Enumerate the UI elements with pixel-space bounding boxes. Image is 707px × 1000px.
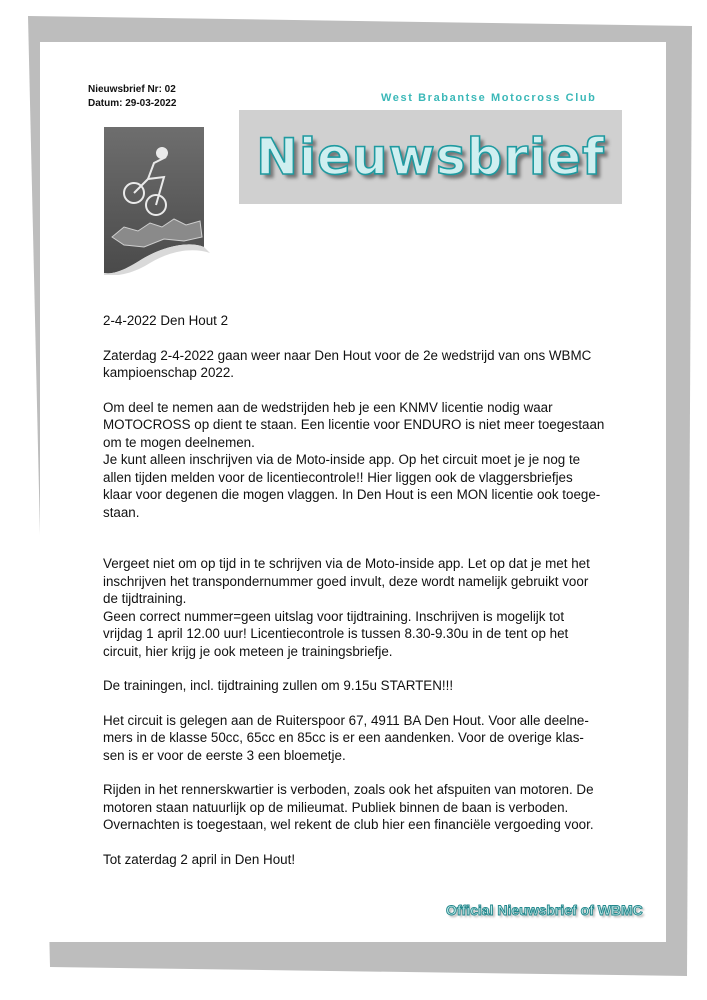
body-line: Zaterdag 2-4-2022 gaan weer naar Den Hout voor de 2e wedstrijd van ons WBMC (103, 347, 592, 363)
body-line: allen tijden melden voor de licentiecontrole!! Hier liggen ook de vlaggersbriefjes (103, 469, 573, 485)
body-line: Vergeet niet om op tijd in te schrijven via de Moto-inside app. Let op dat je met het (103, 556, 590, 571)
body-line: staan. (103, 504, 140, 520)
photo-frame (104, 127, 204, 273)
body-line: MOTOCROSS op dient te staan. Een licentie voor ENDURO is niet meer toegestaan (103, 417, 605, 432)
newsletter-number: Nieuwsbrief Nr: 02 (88, 84, 176, 95)
page-title: Nieuwsbrief (256, 128, 605, 186)
newsletter-date: Datum: 29-03-2022 (88, 98, 177, 109)
body-line: sen is er voor de eerste 3 een bloemetje. (103, 747, 346, 763)
body-line: circuit, hier krijg je ook meteen je trainingsbriefje. (103, 643, 393, 659)
body-line: inschrijven het transpondernummer goed invult, deze wordt namelijk gebruikt voor (103, 573, 589, 589)
body-line: de tijdtraining. (103, 591, 187, 606)
footer-tagline: Official Nieuwsbrief of WBMC (446, 902, 643, 918)
title-banner (239, 110, 622, 204)
body-line: om te mogen deelnemen. (103, 434, 255, 450)
body-line: Overnachten is toegestaan, wel rekent de club hier een financiële vergoeding voor. (103, 817, 594, 832)
body-line: Je kunt alleen inschrijven via de Moto-inside app. Op het circuit moet je je nog te (103, 452, 581, 467)
closing-line: Tot zaterdag 2 april in Den Hout! (103, 851, 296, 867)
body-line: mers in de klasse 50cc, 65cc en 85cc is er een aandenken. Voor de overige klas- (103, 730, 584, 745)
club-name: West Brabantse Motocross Club (381, 92, 597, 104)
body-line: Geen correct nummer=geen uitslag voor tijdtraining. Inschrijven is mogelijk tot (103, 608, 565, 624)
body-line: Het circuit is gelegen aan de Ruiterspoor 67, 4911 BA Den Hout. Voor alle deelne- (103, 712, 589, 728)
event-heading: 2-4-2022 Den Hout 2 (103, 313, 229, 328)
body-line: Rijden in het rennerskwartier is verboden, zoals ook het afspuiten van motoren. De (103, 782, 594, 797)
body-line: De trainingen, incl. tijdtraining zullen om 9.15u STARTEN!!! (103, 678, 454, 693)
body-line: motoren staan natuurlijk op de milieumat. Publiek binnen de baan is verboden. (103, 799, 569, 815)
body-line: klaar voor degenen die mogen vlaggen. In Den Hout is een MON licentie ook toege- (103, 487, 601, 502)
body-line: kampioenschap 2022. (103, 365, 235, 380)
newsletter-body (103, 312, 608, 868)
motocross-photo (104, 127, 210, 275)
body-line: vrijdag 1 april 12.00 uur! Licentiecontrole is tussen 8.30-9.30u in de tent op het (103, 626, 569, 641)
body-line: Om deel te nemen aan de wedstrijden heb je een KNMV licentie nodig waar (103, 399, 553, 415)
